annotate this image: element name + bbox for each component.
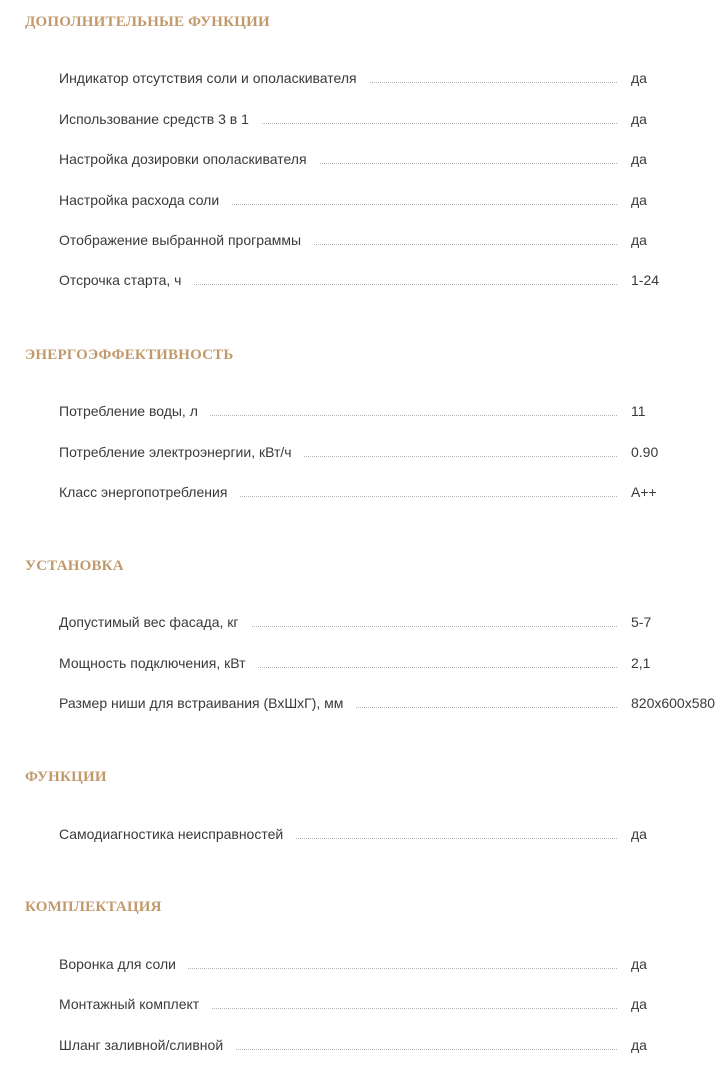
spec-row <box>59 1035 720 1055</box>
spec-label: Отсрочка старта, ч <box>59 270 193 290</box>
spec-row <box>59 954 720 974</box>
spec-label: Самодиагностика неисправностей <box>59 824 295 844</box>
spec-label: Шланг заливной/сливной <box>59 1035 235 1055</box>
spec-value: да <box>631 151 647 167</box>
spec-label: Размер ниши для встраивания (ВхШхГ), мм <box>59 693 355 713</box>
spec-row <box>59 109 720 129</box>
section-title-additional-functions: ДОПОЛНИТЕЛЬНЫЕ ФУНКЦИИ <box>25 14 270 30</box>
spec-value: да <box>631 996 647 1012</box>
spec-label: Настройка дозировки ополаскивателя <box>59 149 319 169</box>
spec-value: да <box>631 70 647 86</box>
spec-value: 0.90 <box>631 444 659 460</box>
spec-label: Потребление электроэнергии, кВт/ч <box>59 442 304 462</box>
spec-value: да <box>631 192 647 208</box>
spec-value: 11 <box>631 403 646 419</box>
spec-value: да <box>631 1037 647 1053</box>
spec-value: 5-7 <box>631 614 652 630</box>
spec-value: A++ <box>631 484 657 500</box>
section-title-installation: УСТАНОВКА <box>25 558 124 574</box>
spec-label: Отображение выбранной программы <box>59 230 313 250</box>
spec-label: Монтажный комплект <box>59 994 211 1014</box>
spec-value: да <box>631 956 647 972</box>
spec-row <box>59 270 720 290</box>
spec-row <box>59 482 720 502</box>
spec-value: 2,1 <box>631 655 651 671</box>
spec-label: Индикатор отсутствия соли и ополаскивателя <box>59 68 369 88</box>
spec-row <box>59 653 720 673</box>
section-title-package-contents: КОМПЛЕКТАЦИЯ <box>25 899 162 915</box>
spec-row <box>59 149 720 169</box>
spec-value: да <box>631 826 647 842</box>
spec-label: Мощность подключения, кВт <box>59 653 258 673</box>
spec-row <box>59 824 720 844</box>
spec-row <box>59 612 720 632</box>
spec-row <box>59 693 720 713</box>
spec-row <box>59 68 720 88</box>
spec-row <box>59 442 720 462</box>
spec-value: да <box>631 111 647 127</box>
spec-label: Использование средств 3 в 1 <box>59 109 261 129</box>
spec-label: Настройка расхода соли <box>59 190 231 210</box>
spec-value: 820x600x580 <box>631 695 716 711</box>
spec-row <box>59 230 720 250</box>
spec-row <box>59 994 720 1014</box>
spec-value: да <box>631 232 647 248</box>
section-title-energy-efficiency: ЭНЕРГОЭФФЕКТИВНОСТЬ <box>25 347 234 363</box>
spec-label: Воронка для соли <box>59 954 188 974</box>
spec-row <box>59 401 720 421</box>
section-title-functions: ФУНКЦИИ <box>25 769 107 785</box>
spec-label: Допустимый вес фасада, кг <box>59 612 251 632</box>
spec-label: Потребление воды, л <box>59 401 210 421</box>
spec-label: Класс энергопотребления <box>59 482 239 502</box>
spec-row <box>59 190 720 210</box>
spec-value: 1-24 <box>631 272 660 288</box>
